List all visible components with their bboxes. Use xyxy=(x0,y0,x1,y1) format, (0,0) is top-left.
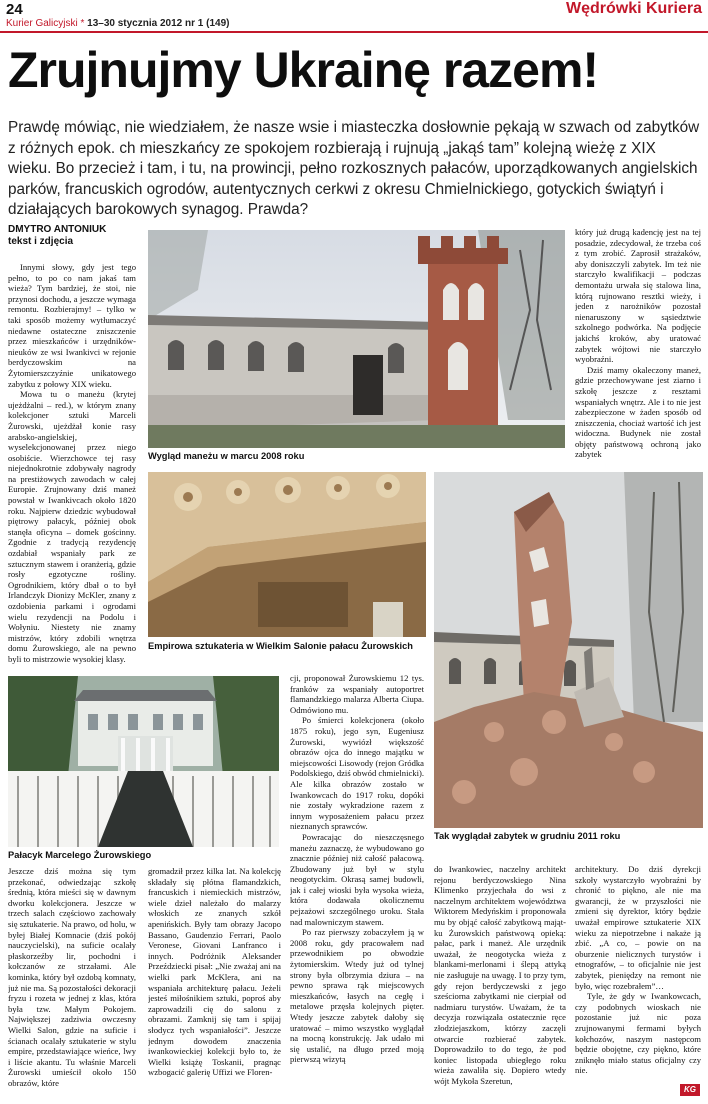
stucco-illustration xyxy=(148,472,426,637)
section-title: Wędrówki Kuriera xyxy=(565,0,702,17)
paragraph: do Iwankowiec, naczelny architekt rejonu berdyczowskiego Nina Klimenko przyjechała do wsi z naczelnym architektem województwa Wiktorem Medyńskim i proponowała mu by objąć całość zabytkową majątku Żurowskich państwową opieką: pałac, park i maneż. Ale urzędnik uważał, że neogotycka wieża z blankami-merlonami i ślepą attyką nie zasługuje na uwagę. I to przy tym, gdy rejon berdyczewski z jego sześciorna zabytkami nie cierpiał od nadmiaru turystów. Uważam, że ta decyzja rozwiązała ostatecznie ręce złodziejaszkom, którzy zaczęli otwarcie rozbierać zabytek. Doprowadziło to do tego, że pod koniec listopada ubiegłego roku wieża zawaliła się. Dopiero wtedy wójt Mykoła Szeretun, xyxy=(434,864,566,1086)
column-3 xyxy=(290,673,424,1101)
headline: Zrujnujmy Ukrainę razem! xyxy=(8,42,599,98)
header-rule xyxy=(0,31,708,33)
paragraph: Po raz pierwszy zobaczyłem ją w 2008 roku, gdy pracowałem nad przewodnikiem po obwodzie żytomierskim. Wtedy już od tylnej strony była olbrzymia dziura – na pewno sprawa rąk miejscowych mieszkańców, łasych na cegłę i metalowe przęsła kolejnych pięter. Wtedy jeszcze zabytek dałoby się uratować – mimo wszystko wyglądał na mocną konstrukcję. Jak udało mi się ustalić, na długo przed moją pierwszą wizytą xyxy=(290,927,424,1065)
column-b2 xyxy=(148,866,281,1102)
photo-palace xyxy=(8,676,279,847)
caption-photo4: Tak wyglądał zabytek w grudniu 2011 roku xyxy=(434,831,621,841)
issue-separator: * xyxy=(77,18,88,29)
paragraph: Mowa tu o maneżu (krytej ujeżdżalni – red.), w którym znany kolekcjoner sztuki Marceli Żurowski, ujeżdżał konie rasy arabsko-angielskiej, wyselekcjonowanej przez niego osobiście. Wierzchowce tej rasy niejednokrotnie zdobywały nagrody na prestiżowych zawodach w całej Europie. Zrujnowany dziś maneż powstał w Iwankivcach około 1820 roku. Najpierw dziedzic wybudował piętrowy pałacyk, później obok stanęła oficyna – domek gościnny. Zgodnie z tradycją rezydencję ozdabiał wspaniały park ze sztucznym stawem i oranżerią, gdzie rosły egzotyczne rośliny. Ogrodnikiem, który dbał o to był Irlandczyk Dionizy McKler, znany z ozdobienia parkami i ogrodami wielu rezydencji na Podolu i Wołyniu. Niestety nie znamy mistrzów, który zdobili wnętrza domu Żurowskiego, ale na pewno byli to mistrzowie wysokiej klasy. xyxy=(8,389,136,664)
column-b5 xyxy=(575,864,701,1084)
paragraph: Jeszcze dziś można się tym przekonać, odwiedzając szkołę średnią, która mieści się w dawnym dworku kolekcjonera. Jeszcze w trzech salach częściowo zachowały się sztukaterie. Na prawo, od holu, w byłej Białej Komnacie (dziś pokój nauczycielski), na suficie ocalały płaskorzeźby lir, pochodni i kołczanów ze strzałami. Ale kominka, który był ozdobą komnaty, już nie ma. Są pozostałości dekoracji fryzu i rozeta w jednej z klas, która była tzw. Małym Pokojem. Największej zadziwia owczesny Wielki Salon, gdzie na suficie i ścianach ocalały sztukaterie w stylu empire, przedstawiające wieńce, lwy i liście akantu. Tu właśnie Marceli Żurowski umieścił około 150 obrazów, które xyxy=(8,866,136,1088)
paragraph: architektury. Do dziś dyrekcji szkoły wystarczyło wyobraźni by chronić to piękno, ale nie ma gwarancji, że w przyszłości nie zmieni się dyrektor, który będzie uważał empirowe sztukaterie XIX wieku za niepotrzebne i nakaże ją zbić. „A co, – powie on na oburzenie nielicznych turystów i etnografów, – to oficjalnie nie jest zabytek, pieniędzy na remont nie było, więc rozebrałem”… xyxy=(575,864,701,991)
column-b4 xyxy=(434,864,566,1102)
paragraph: Dziś mamy okaleczony maneż, gdzie przechowywane jest ziarno i szkołę jeszcze z resztami wspaniałych wnętrz. Ale i to nie jest zabezpieczone w żaden sposób od zniszczenia, chociaż wartość ich jest widoczna. Budynek nie został objęty państwową ochroną jako zabytek xyxy=(575,364,701,460)
ruins-illustration xyxy=(434,472,703,828)
column-right-top xyxy=(575,227,701,467)
issue-date: 13–30 stycznia 2012 nr 1 (149) xyxy=(87,18,230,29)
author-name: DMYTRO ANTONIUK xyxy=(8,224,107,235)
paragraph: Tyle, że gdy w Iwankowcach, czy podobnych wioskach nie pozostanie już nic poza zrujnowanymi fermami byłych kołchozów, naszym następcom będzie obojętne, czy piękno, które zniknęło miało status oficjalny czy nie. xyxy=(575,991,701,1076)
kg-badge: KG xyxy=(680,1084,700,1096)
byline xyxy=(8,224,106,248)
paragraph: Innymi słowy, gdy jest tego pełno, to po co nam jakaś tam wieża? Tym bardziej, że stoi, nie przynosi dochodu, a jeszcze wymaga remontu. Rozbierajmy! – tylko w taki sposób możemy wytłumaczyć niedawne ostateczne zniszczenie przez mieszkańców i urzędników-nieuków ze wsi Iwankivci w rejonie berdyczowskim na Żytomierszczyźnie unikatowego zabytku z połowy XIX wieku. xyxy=(8,262,136,389)
palace-illustration xyxy=(8,676,279,847)
page-number: 24 xyxy=(6,1,23,18)
manege-illustration xyxy=(148,230,565,448)
caption-photo2: Empirowa sztukateria w Wielkim Salonie pałacu Żurowskich xyxy=(148,641,413,651)
caption-photo1: Wygląd maneżu w marcu 2008 roku xyxy=(148,451,305,461)
paragraph: gromadził przez kilka lat. Na kolekcję składały się płótna flamandzkich, francuskich i niemieckich mistrzów, wiele dzieł należało do malarzy włoskich ze znanych szkół apenińskich. Były tam obrazy Jacopo Bassano, Gaudenzio Ferrari, Paolo Veronese, Giovani Lanfranco i innych. Podróżnik Aleksander Przeździecki pisał: „Nie zważaj ani na wielki park McKlera, ani na wspaniała architekturę pałacu. Jeżeli jesteś miłośnikiem sztuki, poproś aby zaprowadzili cię do salonu z obrazami. Zamknij się tam i spijaj słodycz tych wspaniałości”. Jeszcze jednym dowodem znaczenia iwankowieckiej kolekcji było to, że Wielki książę Toskanii, pragnąc wzbogacić galerię Uffizi we Floren- xyxy=(148,866,281,1078)
paragraph: cji, proponował Żurowskiemu 12 tys. franków za wspaniały autoportret flamandzkiego malarza Alberta Ciupa. Odmówiono mu. xyxy=(290,673,424,715)
paragraph: Powracając do nieszczęsnego maneżu zaznaczę, że wybudowano go znacznie później niż całość pałacową. Zbudowany już był w stylu neogotyckim. Okrasą samej budowli, jak i całej wioski była wysoka wieża, która dodawała okolicznemu pejzażowi szczególnego uroku. Stała nad malowniczym stawem. xyxy=(290,831,424,927)
paragraph: który już drugą kadencję jest na tej posadzie, zdecydował, że trzeba coś z tym zrobić. Zaprosił strażaków, aby doniszczyli zabytek. Im też nie starczyło kwalifikacji – podczas demontażu urwała się stalowa lina, którą rujnowano resztki wieży, i jeden z narożników pozostał nienaruszony w sąsiedztwie szkolnego podwórka. Na podjęcie jakichś kroków, aby uratować zabytek wójtowi nie starczyło wyobraźni. xyxy=(575,227,701,365)
column-b1 xyxy=(8,866,136,1102)
column-1 xyxy=(8,262,136,672)
issue-info xyxy=(6,18,229,29)
photo-stucco-salon xyxy=(148,472,426,637)
lead-paragraph: Prawdę mówiąc, nie wiedziałem, że nasze wsie i miasteczka dosłownie pękają w szwach od zabytków z różnych epok. ch mieszkańcy ze spokojem rozbierają i rujnują „jakąś tam” kolejną wieżę z XIX wieku. Bo przecież i tam, i tu, na prowincji, pełno rozkosznych pałaców, uporządkowanych angielskich parków, francuskich ogrodów, autentycznych cerkwi z okresu Chmielnickiego, gotyckich świątyń i działających barokowych synagog. Prawda? xyxy=(8,119,700,218)
author-role: tekst i zdjęcia xyxy=(8,236,74,247)
issue-paper: Kurier Galicyjski xyxy=(6,18,78,29)
paragraph: Po śmierci kolekcjonera (około 1875 roku), jego syn, Eugeniusz Żurowski, wywiózł większość obrazów ojca do innego majątku w miejscowości Lisowody (rejon Gródka Podolskiego, dziś obwód chmielnicki). Ale kilka obrazów zostało w Iwankowcach do 1917 roku, dopóki nie zostały wykradzione razem z innym wyposażeniem pałacu przez nieznanych sprawców. xyxy=(290,715,424,832)
photo-ruins-2011 xyxy=(434,472,703,828)
photo-manege-2008 xyxy=(148,230,565,448)
caption-photo3: Pałacyk Marcelego Żurowskiego xyxy=(8,850,152,860)
